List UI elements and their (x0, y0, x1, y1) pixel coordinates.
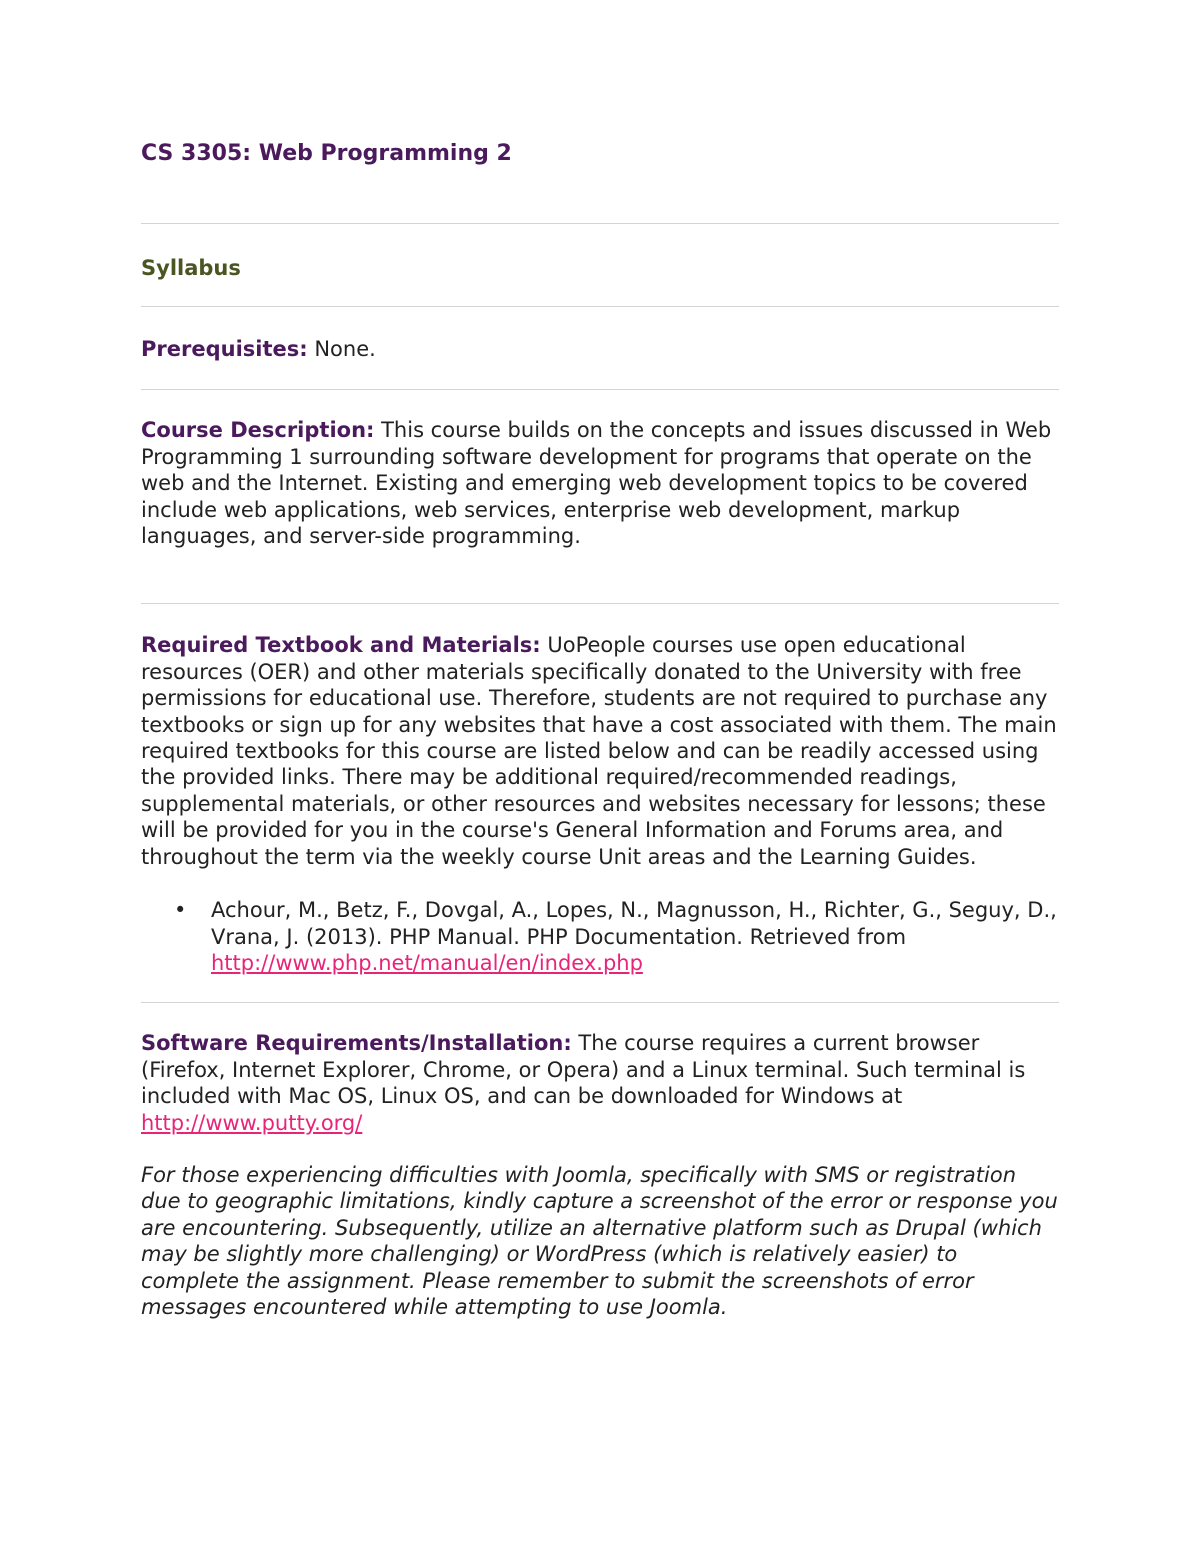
prerequisites-text: None. (307, 337, 376, 361)
required-textbook-paragraph (141, 632, 1059, 870)
software-requirements-paragraph (141, 1030, 1059, 1136)
required-textbook-text: UoPeople courses use open educational resources (OER) and other materials specifically donated to the University with free permissions for educational use. Therefore, students are not required to purchase any textbooks or sign up for any websites that have a cost associated with them. The main required textbooks for this course are listed below and can be readily accessed using the provided links. There may be additional required/recommended readings, supplemental materials, or other resources and websites necessary for lessons; these will be provided for you in the course's General Information and Forums area, and throughout the term via the weekly course Unit areas and the Learning Guides. (141, 633, 1057, 869)
php-manual-link[interactable]: http://www.php.net/manual/en/index.php (211, 950, 643, 975)
reference-text: Achour, M., Betz, F., Dovgal, A., Lopes, N., Magnusson, H., Richter, G., Seguy, D., Vrana, J. (2013). PHP Manual. PHP Documentation. Retrieved from (211, 898, 1057, 949)
required-textbook-label: Required Textbook and Materials: (141, 633, 541, 658)
course-title: CS 3305: Web Programming 2 (141, 141, 512, 166)
course-description-text: This course builds on the concepts and issues discussed in Web Programming 1 surrounding software development for programs that operate on the web and the Internet. Existing and emerging web development topics to be covered include web applications, web services, enterprise web development, markup languages, and server-side programming. (141, 418, 1052, 549)
syllabus-heading: Syllabus (141, 256, 241, 280)
software-requirements-label: Software Requirements/Installation: (141, 1031, 572, 1056)
syllabus-document (141, 138, 1059, 1320)
reference-list (141, 897, 1059, 976)
prerequisites-label: Prerequisites: (141, 337, 308, 361)
joomla-note-paragraph: For those experiencing difficulties with Joomla, specifically with SMS or registration due to geographic limitations, kindly capture a screenshot of the error or response you are encountering. Subsequently, utilize an alternative platform such as Drupal (which may be slightly more challenging) or WordPress (which is relatively easier) to complete the assignment. Please remember to submit the screenshots of error messages encountered while attempting to use Joomla. (141, 1162, 1058, 1319)
bullet-icon: • (174, 898, 187, 923)
software-requirements-text: The course requires a current browser (Firefox, Internet Explorer, Chrome, or Opera) and a Linux terminal. Such terminal is included with Mac OS, Linux OS, and can be downloaded for Windows at (141, 1031, 1026, 1109)
reference-item (141, 897, 1059, 976)
course-description-label: Course Description: (141, 418, 375, 443)
course-description-paragraph (141, 417, 1059, 549)
putty-link[interactable]: http://www.putty.org/ (141, 1110, 363, 1135)
prerequisites-paragraph (141, 336, 1059, 362)
